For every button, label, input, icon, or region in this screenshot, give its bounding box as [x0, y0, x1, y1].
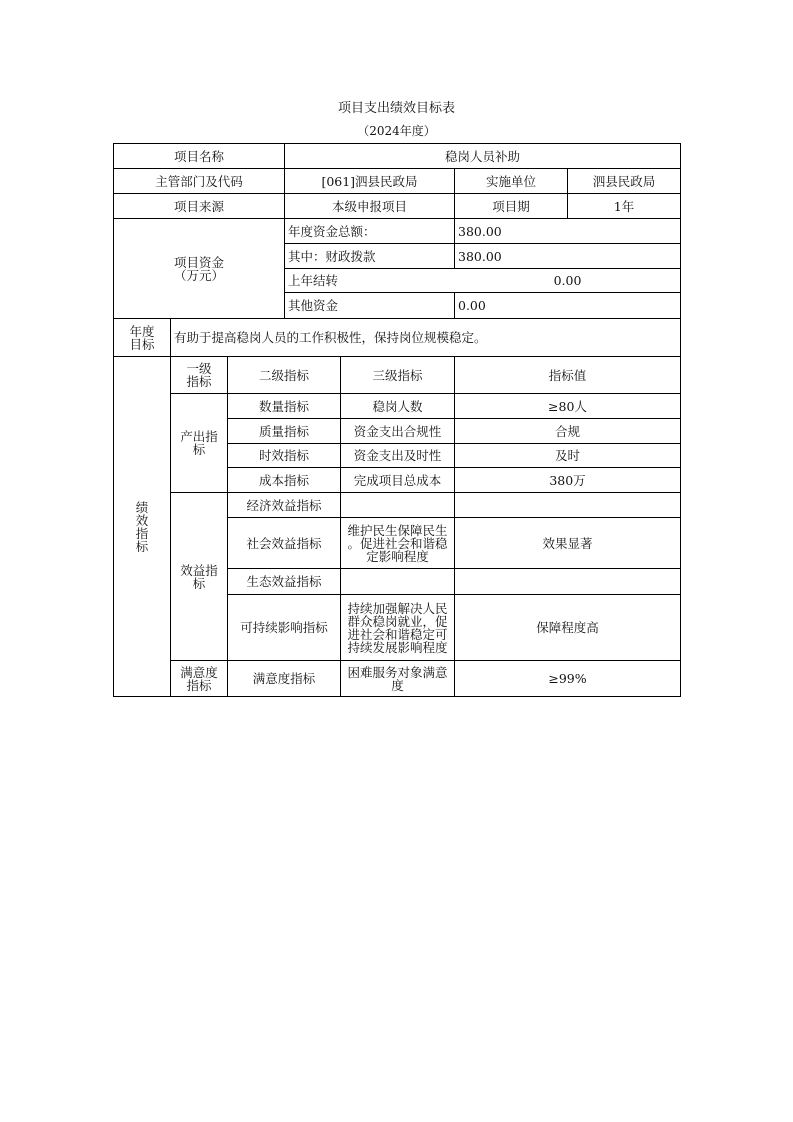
table-row-value: 380万 — [549, 472, 586, 488]
funds-total-value: 380.00 — [458, 223, 502, 239]
table-row-level2: 经济效益指标 — [246, 497, 322, 513]
page-subtitle: （2024年度） — [357, 124, 436, 138]
goal-value: 有助于提高稳岗人员的工作积极性，保持岗位规模稳定。 — [174, 330, 487, 345]
funds-carryover-value: 0.00 — [553, 273, 582, 288]
period-value: 1年 — [613, 198, 635, 214]
table-row-value: 合规 — [554, 423, 580, 439]
table-row-level2: 成本指标 — [258, 472, 309, 488]
satisfaction-label: 满意度 指标 — [180, 664, 218, 693]
source-value: 本级申报项目 — [331, 198, 407, 214]
table-row-level3: 稳岗人数 — [372, 398, 423, 414]
header-level2: 二级指标 — [258, 367, 309, 383]
table-row-value — [455, 569, 680, 594]
table-row-level3: 持续加强解决人民 群众稳岗就业，促 进社会和谐稳定可 持续发展影响程度 — [347, 600, 448, 655]
table-row-value: 效果显著 — [542, 535, 593, 551]
funds-label: 项目资金 （万元） — [173, 254, 224, 283]
page-title: 项目支出绩效目标表 — [337, 101, 455, 116]
table-row-level2: 社会效益指标 — [246, 535, 322, 551]
table-row-value: ≥80人 — [548, 398, 587, 414]
header-level1: 一级 指标 — [186, 361, 212, 389]
output-label: 产出指 标 — [180, 429, 218, 457]
header-value: 指标值 — [548, 367, 587, 383]
unit-value: 泗县民政局 — [592, 173, 656, 189]
goal-label: 年度 目标 — [129, 323, 155, 352]
unit-label: 实施单位 — [485, 173, 536, 189]
table-row-level3: 资金支出及时性 — [353, 448, 442, 463]
table-row-level2: 生态效益指标 — [246, 574, 322, 589]
funds-fiscal-label: 其中：财政拨款 — [288, 248, 376, 264]
department-value: [061]泗县民政局 — [321, 173, 418, 189]
table-row-level2: 满意度指标 — [252, 671, 316, 686]
table-row-level2: 质量指标 — [258, 423, 309, 439]
department-label: 主管部门及代码 — [155, 173, 243, 189]
table-row-level2: 时效指标 — [258, 448, 309, 463]
funds-other-label: 其他资金 — [288, 298, 339, 313]
table-row-level3 — [341, 569, 454, 594]
table-row-level2: 数量指标 — [258, 398, 309, 414]
source-label: 项目来源 — [173, 198, 224, 214]
funds-total-label: 年度资金总额： — [288, 223, 376, 239]
funds-other-value: 0.00 — [458, 298, 486, 313]
funds-carryover-label: 上年结转 — [288, 273, 339, 288]
table-row-value: 及时 — [554, 448, 580, 463]
project-name-label: 项目名称 — [173, 148, 224, 164]
table-row-value: 保障程度高 — [536, 620, 599, 635]
table-row-level3: 完成项目总成本 — [353, 472, 442, 488]
table-row-level3: 维护民生保障民生 。促进社会和谐稳 定影响程度 — [347, 522, 448, 564]
table-row-level3: 困难服务对象满意 度 — [347, 664, 448, 693]
table-row-level3: 资金支出合规性 — [353, 423, 442, 439]
project-name-value: 稳岗人员补助 — [444, 148, 520, 164]
funds-fiscal-value: 380.00 — [458, 248, 502, 264]
table-row-value — [455, 493, 680, 517]
performance-label: 绩 效 指 标 — [135, 499, 149, 554]
header-level3: 三级指标 — [372, 367, 423, 383]
benefit-label: 效益指 标 — [180, 562, 218, 591]
table-row-level3 — [341, 493, 454, 517]
period-label: 项目期 — [492, 198, 530, 214]
table-row-value: ≥99% — [548, 671, 587, 686]
table-row-level2: 可持续影响指标 — [240, 620, 328, 635]
